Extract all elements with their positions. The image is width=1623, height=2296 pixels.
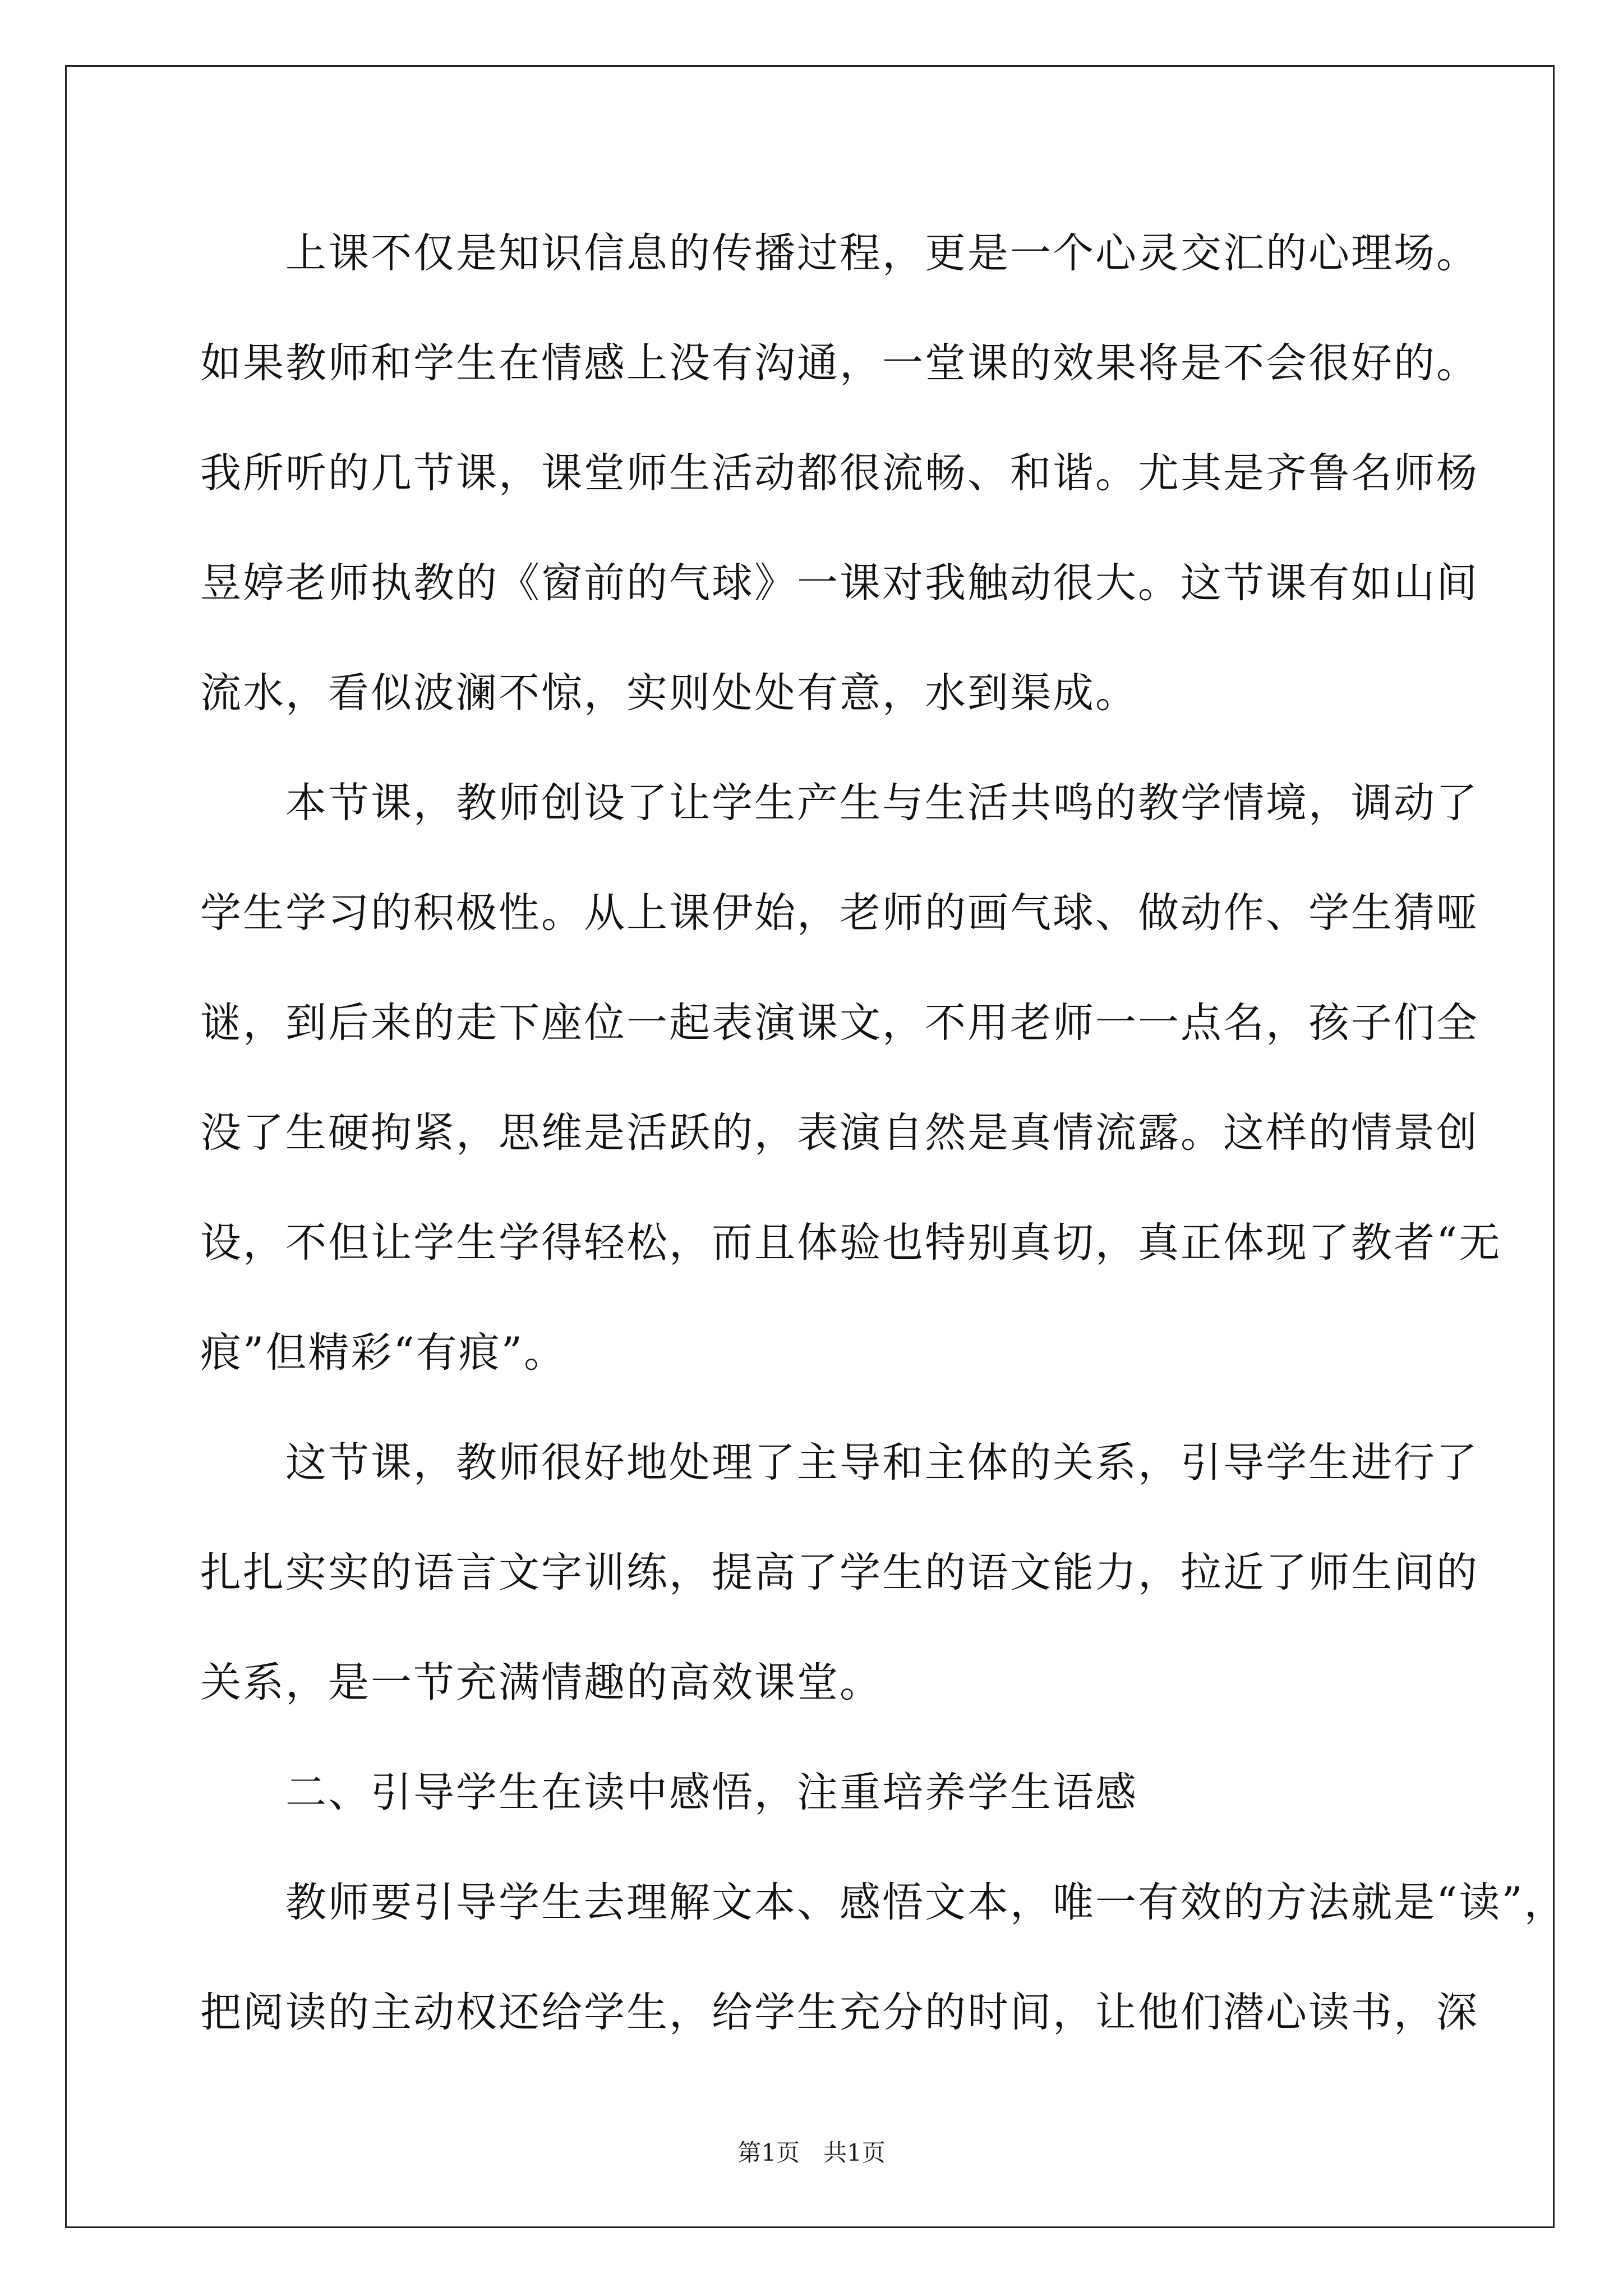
text-line: 没了生硬拘紧，思维是活跃的，表演自然是真情流露。这样的情景创 [200, 1109, 1479, 1157]
section-heading: 二、引导学生在读中感悟，注重培养学生语感 [200, 1769, 1138, 1816]
text-line: 学生学习的积极性。从上课伊始，老师的画气球、做动作、学生猜哑 [200, 889, 1479, 937]
text-line: 如果教师和学生在情感上没有沟通，一堂课的效果将是不会很好的。 [200, 339, 1479, 387]
text-line: 上课不仅是知识信息的传播过程，更是一个心灵交汇的心理场。 [200, 229, 1479, 277]
document-body [200, 199, 1567, 2068]
text-line: 这节课，教师很好地处理了主导和主体的关系，引导学生进行了 [200, 1439, 1479, 1487]
text-line: 痕”但精彩“有痕”。 [200, 1329, 566, 1377]
text-line: 教师要引导学生去理解文本、感悟文本，唯一有效的方法就是“读”， [200, 1879, 1567, 1926]
text-line: 昱婷老师执教的《窗前的气球》一课对我触动很大。这节课有如山间 [200, 559, 1479, 607]
text-line: 把阅读的主动权还给学生，给学生充分的时间，让他们潜心读书，深 [200, 1989, 1479, 2036]
text-line: 关系，是一节充满情趣的高效课堂。 [200, 1659, 882, 1706]
text-line: 扎扎实实的语言文字训练，提高了学生的语文能力，拉近了师生间的 [200, 1549, 1479, 1596]
page-footer: 第1页 共1页 [737, 2139, 886, 2166]
text-line: 谜，到后来的走下座位一起表演课文，不用老师一一点名，孩子们全 [200, 999, 1479, 1047]
text-line: 流水，看似波澜不惊，实则处处有意，水到渠成。 [200, 669, 1138, 717]
text-line: 设，不但让学生学得轻松，而且体验也特别真切，真正体现了教者“无 [200, 1219, 1502, 1267]
text-line: 我所听的几节课，课堂师生活动都很流畅、和谐。尤其是齐鲁名师杨 [200, 449, 1479, 497]
text-line: 本节课，教师创设了让学生产生与生活共鸣的教学情境，调动了 [200, 779, 1479, 827]
